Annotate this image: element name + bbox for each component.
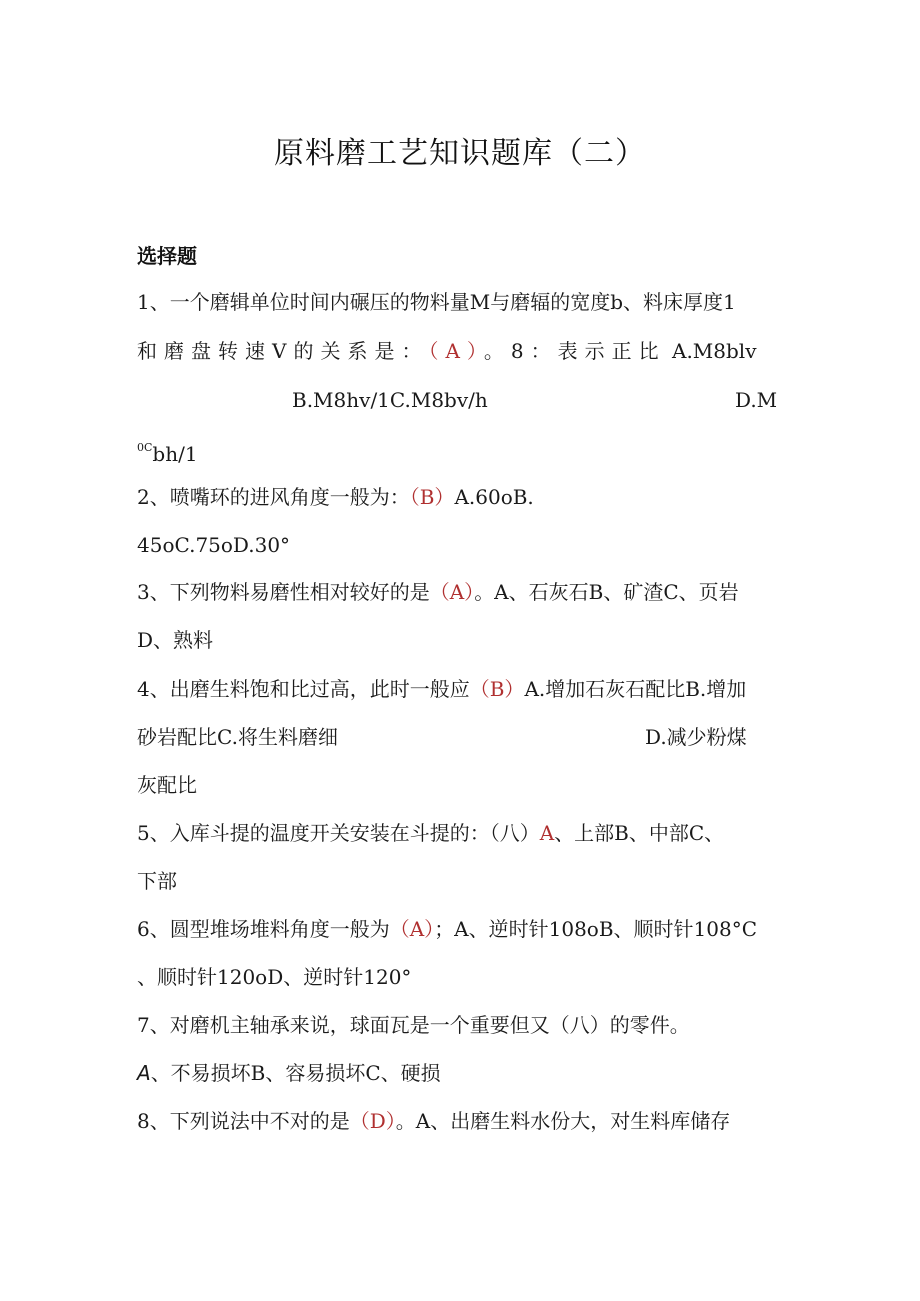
q6-text-1b: ；A、逆时针108oB、顺时针108°C	[434, 917, 758, 941]
q7-option-a-letter: A	[137, 1061, 151, 1085]
q6-line-2	[137, 963, 411, 991]
q8-answer: （D）	[349, 1109, 396, 1133]
q4-line-2b	[645, 723, 747, 751]
q1-text-2a: 和磨盘转速V的关系是：	[137, 339, 429, 363]
q4-text-1a: 4、出磨生料饱和比过高，此时一般应	[137, 677, 470, 701]
q5-line-2	[137, 867, 177, 895]
q4-answer: （B）	[469, 677, 525, 701]
q4-line-2a	[137, 723, 338, 751]
q8-text-1b: 。A、出磨生料水份大，对生料库储存	[395, 1109, 731, 1133]
q2-text-1a: 2、喷嘴环的进风角度一般为：	[137, 485, 410, 509]
document-title: 原料磨工艺知识题库（二）	[274, 136, 646, 171]
q1-text-1: 1、一个磨辑单位时间内碾压的物料量M与磨辐的宽度b、料床厚度1	[137, 290, 736, 314]
q1-line-4	[137, 434, 198, 468]
q2-text-1b: A.60oB.	[454, 485, 534, 509]
q5-text-2: 下部	[137, 869, 177, 893]
q4-text-2b: D.减少粉煤	[645, 725, 747, 749]
q3-answer: （A）	[429, 580, 475, 604]
q4-text-3: 灰配比	[137, 773, 197, 797]
q1-line-1	[137, 288, 736, 316]
q1-option-d-cont: bh/1	[152, 442, 198, 466]
q1-option-a: A.M8blv	[672, 339, 757, 363]
q5-text-1a: 5、入库斗提的温度开关安装在斗提的：（八）	[137, 821, 540, 845]
q1-options-bc: B.M8hv/1C.M8bv/h	[292, 388, 488, 412]
q2-line-2	[137, 531, 290, 559]
q4-text-2a: 砂岩配比C.将生料磨细	[137, 725, 338, 749]
q5-line-1	[137, 819, 724, 847]
q3-text-1a: 3、下列物料易磨性相对较好的是	[137, 580, 430, 604]
q3-text-1b: 。A、石灰石B、矿渣C、页岩	[474, 580, 739, 604]
q1-option-d: D.M	[735, 388, 778, 412]
q3-text-2: D、熟料	[137, 628, 214, 652]
q2-line-1	[137, 483, 534, 511]
q7-text-2: 、不易损坏B、容易损坏C、硬损	[150, 1061, 441, 1085]
q6-text-1a: 6、圆型堆场堆料角度一般为	[137, 917, 390, 941]
q5-text-1b: 、上部B、中部C、	[554, 821, 725, 845]
q5-answer: A	[539, 821, 555, 845]
q1-text-2b: 。8：表示正比	[483, 339, 666, 363]
q3-line-1	[137, 578, 739, 606]
q6-text-2: 、顺时针120oD、逆时针120°	[137, 965, 412, 989]
q4-line-3	[137, 771, 197, 799]
q1-line-3a	[292, 386, 488, 414]
q8-line-1	[137, 1107, 730, 1135]
q6-line-1	[137, 915, 757, 943]
q6-answer: （A）	[389, 917, 435, 941]
q7-text-1: 7、对磨机主轴承来说，球面瓦是一个重要但又（八）的零件。	[137, 1013, 690, 1037]
q7-line-2	[137, 1059, 441, 1087]
q1-line-2	[137, 337, 757, 365]
q2-text-2: 45oC.75oD.30°	[137, 533, 291, 557]
q4-text-1b: A.增加石灰石配比B.增加	[524, 677, 747, 701]
q3-line-2	[137, 626, 213, 654]
q4-line-1	[137, 675, 746, 703]
q1-superscript: 0C	[137, 441, 153, 454]
q1-line-3b	[735, 386, 777, 414]
q2-answer: （B）	[409, 485, 455, 509]
q7-line-1	[137, 1011, 690, 1039]
q8-text-1a: 8、下列说法中不对的是	[137, 1109, 350, 1133]
q1-answer: （A）	[428, 339, 484, 363]
section-heading: 选择题	[137, 244, 197, 268]
